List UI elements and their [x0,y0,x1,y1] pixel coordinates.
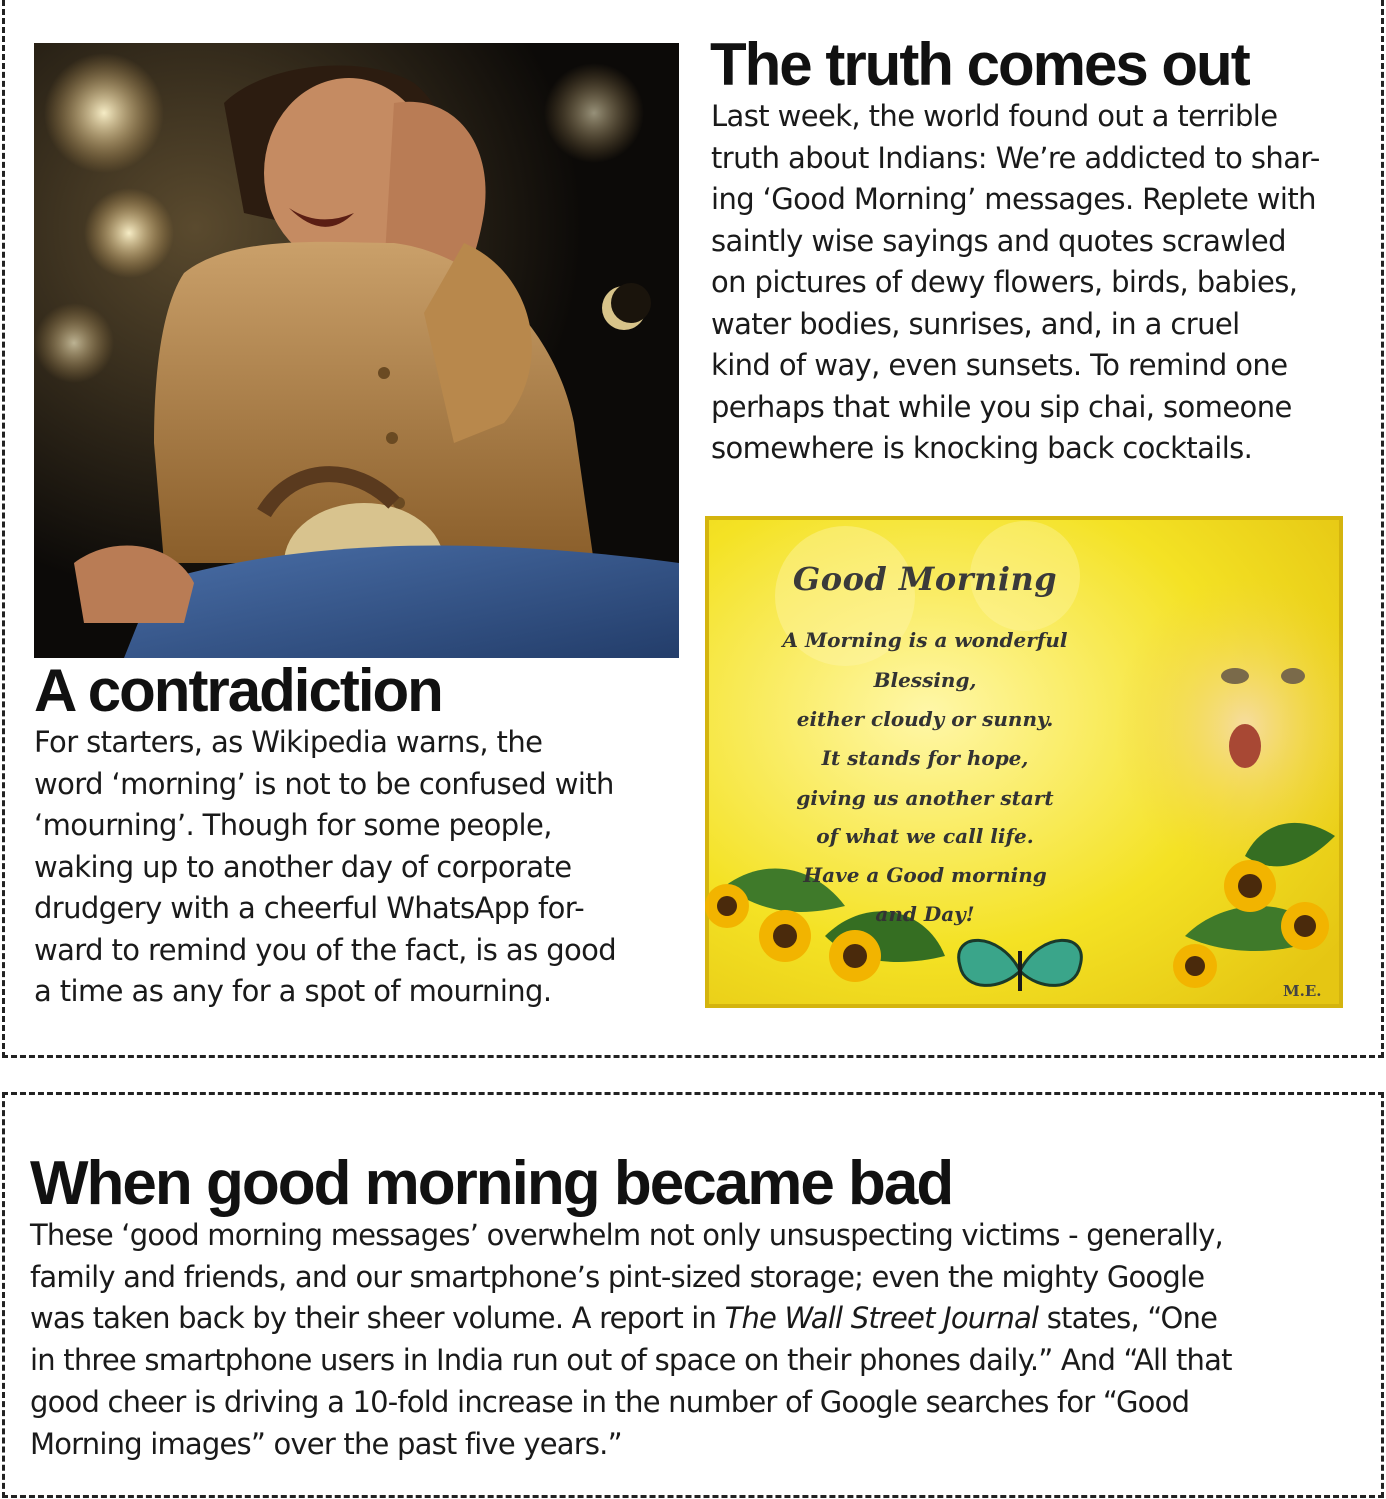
contradiction-body-line: a time as any for a spot of mourning. [34,974,552,1008]
body-text-segment: was taken back by their sheer volume. A report in [30,1301,725,1336]
contradiction-body [34,722,616,1013]
truth-body-line: ing ‘Good Morning’ messages. Replete with [711,182,1316,216]
card-text-line: It stands for hope, [821,746,1029,770]
truth-body-line: perhaps that while you sip chai, someone [711,389,1292,424]
card-text-line: and Day! [875,902,975,926]
contradiction-body-line: For starters, as Wikipedia warns, the [34,725,543,759]
card-text-line: giving us another start [796,786,1054,810]
contradiction-headline: A contradiction [34,657,442,724]
bad-morning-headline: When good morning became bad [30,1149,953,1218]
card-text-line: of what we call life. [816,824,1034,848]
body-text-segment: states, “One [1038,1301,1218,1336]
bad-morning-body-line: good cheer is driving a 10-fold increase in the number of Google searches for “Good [30,1384,1190,1419]
truth-body-line: Last week, the world found out a terrible [711,99,1278,133]
good-morning-card-image [705,516,1343,1008]
bad-morning-body [30,1215,1232,1465]
card-signature: M.E. [1283,982,1322,1000]
truth-body-line: on pictures of dewy flowers, birds, babies, [711,265,1298,299]
bad-morning-body-line: in three smartphone users in India run out of space on their phones daily.” And “All that [30,1343,1232,1378]
truth-body-line: water bodies, sunrises, and, in a cruel [711,306,1240,341]
bad-morning-body-line [30,1298,1232,1340]
publication-name: The Wall Street Journal [724,1301,1039,1336]
card-text-line: Have a Good morning [803,863,1047,887]
bad-morning-body-line: Morning images” over the past five years.” [30,1426,622,1461]
truth-body-line: kind of way, even sunsets. To remind one [711,348,1288,382]
contradiction-body-line: ‘mourning’. Though for some people, [34,808,552,842]
card-text-line: either cloudy or sunny. [796,707,1054,731]
card-text-line: A Morning is a wonderful [782,628,1068,652]
card-text-line: Blessing, [873,668,977,692]
crying-woman-photo [34,43,679,658]
truth-body-line: truth about Indians: We’re addicted to shar- [711,140,1320,175]
contradiction-body-line: drudgery with a cheerful WhatsApp for- [34,891,585,925]
truth-body [711,96,1320,470]
contradiction-body-line: waking up to another day of corporate [34,849,572,884]
contradiction-body-line: ward to remind you of the fact, is as good [34,932,617,967]
contradiction-body-line: word ‘morning’ is not to be confused with [34,766,614,801]
truth-headline: The truth comes out [710,31,1249,98]
truth-body-line: somewhere is knocking back cocktails. [711,431,1253,465]
card-title: Good Morning [792,560,1058,598]
truth-body-line: saintly wise sayings and quotes scrawled [711,223,1286,258]
bad-morning-body-line: family and friends, and our smartphone’s pint-sized storage; even the mighty Google [30,1259,1205,1294]
bad-morning-body-line: These ‘good morning messages’ overwhelm not only unsuspecting victims - generally, [30,1218,1223,1252]
